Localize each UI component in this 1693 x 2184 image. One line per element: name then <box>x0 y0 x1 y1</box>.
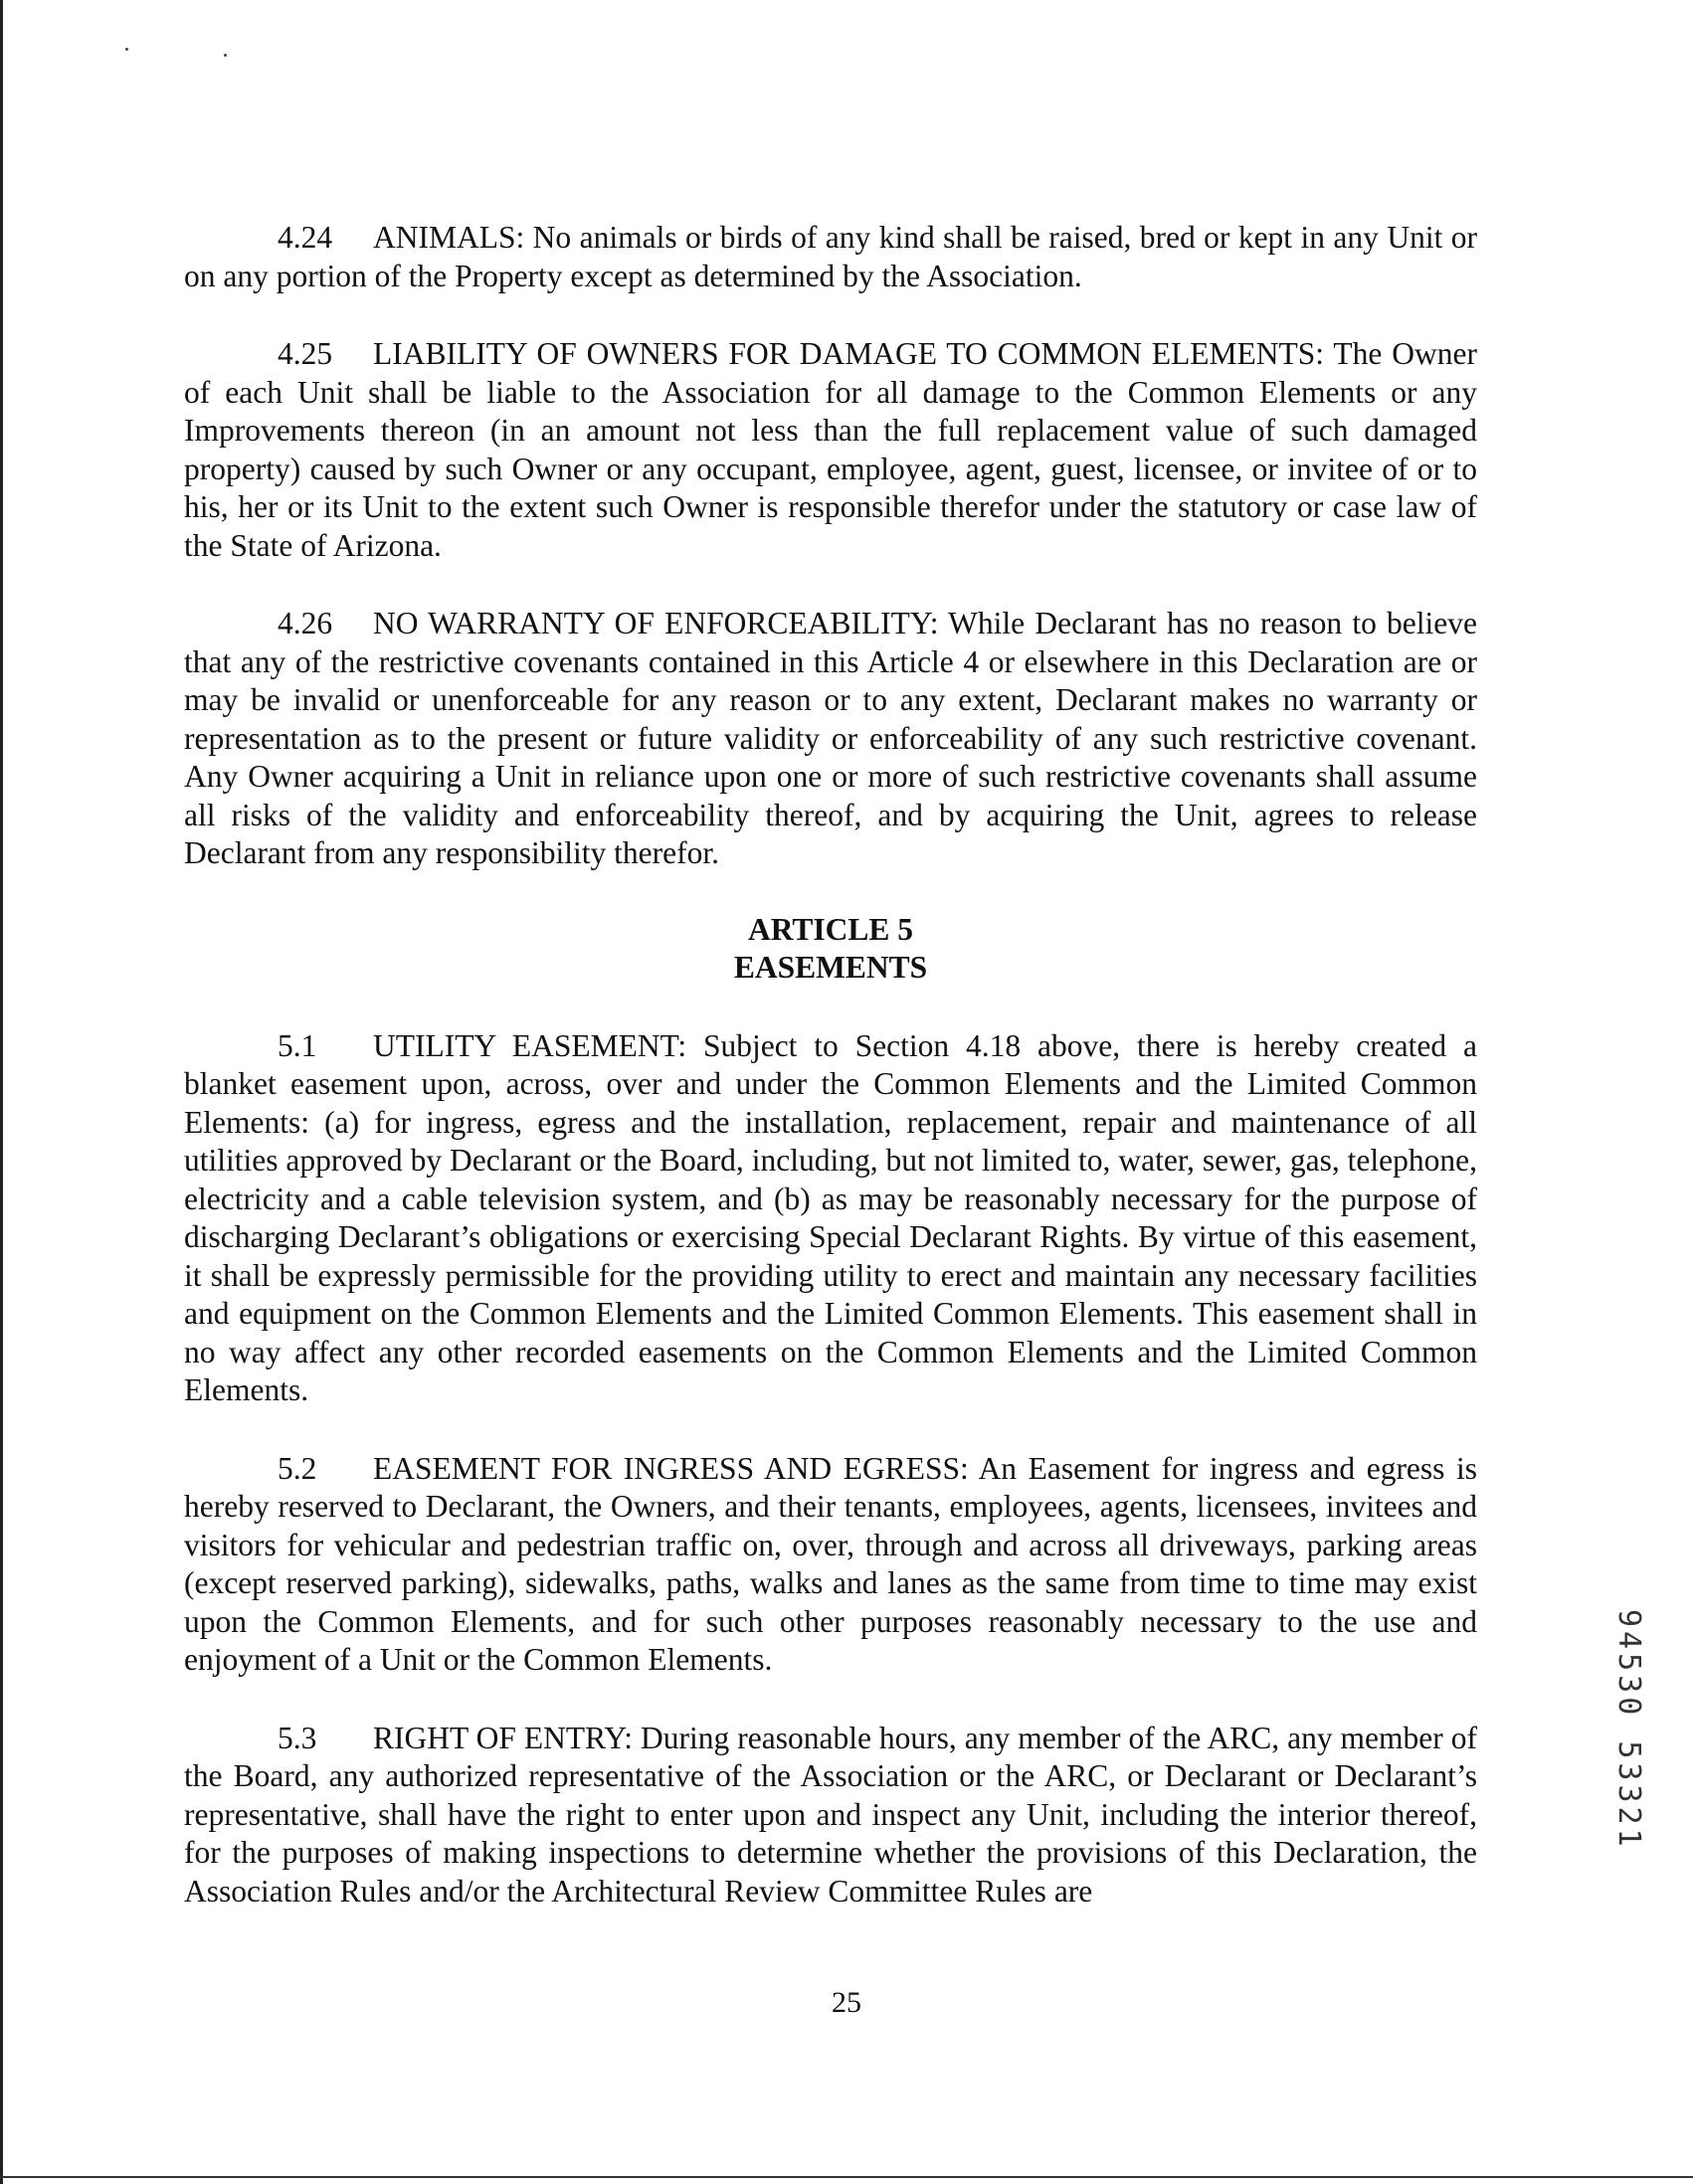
paragraph-4-26 <box>184 605 1477 873</box>
paragraph-5-3 <box>184 1720 1477 1911</box>
section-number: 4.24 <box>278 220 333 255</box>
paragraph-5-2 <box>184 1450 1477 1680</box>
paragraph-text: EASEMENT FOR INGRESS AND EGRESS: An Easement for ingress and egress is hereby reserved to Declarant, the Owners, and their tenants, employees, agents, licensees, invitees and visitors for vehicular and pedestrian traffic on, over, through and across all driveways, parking areas (except reserved parking), sidewalks, paths, walks and lanes as the same from time to time may exist upon the Common Elements, and for such other purposes reasonably necessary to the use and enjoyment of a Unit or the Common Elements. <box>184 1450 1477 1677</box>
scan-speck <box>224 54 227 57</box>
paragraph-4-25 <box>184 335 1477 565</box>
paragraph-5-1 <box>184 1027 1477 1410</box>
article-title: ARTICLE 5 <box>747 911 914 947</box>
paragraph-text: RIGHT OF ENTRY: During reasonable hours, any member of the ARC, any member of the Board, any authorized representative of the Association or the ARC, or Declarant or Declarant’s representative, shall have the right to enter upon and inspect any Unit, including the interior thereof, for the purposes of making inspections to determine whether the provisions of this Declaration, the Association Rules and/or the Architectural Review Committee Rules are <box>184 1720 1477 1909</box>
paragraph-text: NO WARRANTY OF ENFORCEABILITY: While Declarant has no reason to believe that any of the restrictive covenants contained in this Article 4 or elsewhere in this Declaration are or may be invalid or unenforceable for any reason or to any extent, Declarant makes no warranty or representation as to the present or future validity or enforceability of any such restrictive covenant. Any Owner acquiring a Unit in reliance upon one or more of such restrictive covenants shall assume all risks of the validity and enforceability thereof, and by acquiring the Unit, agrees to release Declarant from any responsibility therefor. <box>184 606 1477 870</box>
recording-stamp: 94530 53321 <box>1611 1609 1646 1851</box>
scan-bottom-edge <box>0 2176 1693 2178</box>
paragraph-text: ANIMALS: No animals or birds of any kind shall be raised, bred or kept in any Unit or on any portion of the Property except as determined by the Association. <box>184 220 1477 293</box>
paragraph-4-24 <box>184 219 1477 295</box>
scan-speck <box>125 48 128 51</box>
paragraph-text: UTILITY EASEMENT: Subject to Section 4.18 above, there is hereby created a blanket easement upon, across, over and under the Common Elements and the Limited Common Elements: (a) for ingress, egress and the installation, replacement, repair and maintenance of all utilities approved by Declarant or the Board, including, but not limited to, water, sewer, gas, telephone, electricity and a cable television system, and (b) as may be reasonably necessary for the purpose of discharging Declarant’s obligations or exercising Special Declarant Rights. By virtue of this easement, it shall be expressly permissible for the providing utility to erect and maintain any necessary facilities and equipment on the Common Elements and the Limited Common Elements. This easement shall in no way affect any other recorded easements on the Common Elements and the Limited Common Elements. <box>184 1027 1477 1407</box>
paragraph-text: LIABILITY OF OWNERS FOR DAMAGE TO COMMON ELEMENTS: The Owner of each Unit shall be liable to the Association for all damage to the Common Elements or any Improvements thereon (in an amount not less than the full replacement value of such damaged property) caused by such Owner or any occupant, employee, agent, guest, licensee, or invitee of or to his, her or its Unit to the extent such Owner is responsible therefor under the statutory or case law of the State of Arizona. <box>184 336 1477 563</box>
section-number: 5.2 <box>278 1450 317 1486</box>
scan-left-edge <box>0 0 3 2184</box>
article-subtitle: EASEMENTS <box>733 949 928 985</box>
section-number: 4.26 <box>278 606 333 640</box>
page-number: 25 <box>832 1986 861 2019</box>
section-number: 5.1 <box>278 1027 317 1063</box>
document-body <box>184 219 1477 1950</box>
article-heading <box>184 911 1477 987</box>
section-number: 4.25 <box>278 336 333 371</box>
section-number: 5.3 <box>278 1720 317 1755</box>
